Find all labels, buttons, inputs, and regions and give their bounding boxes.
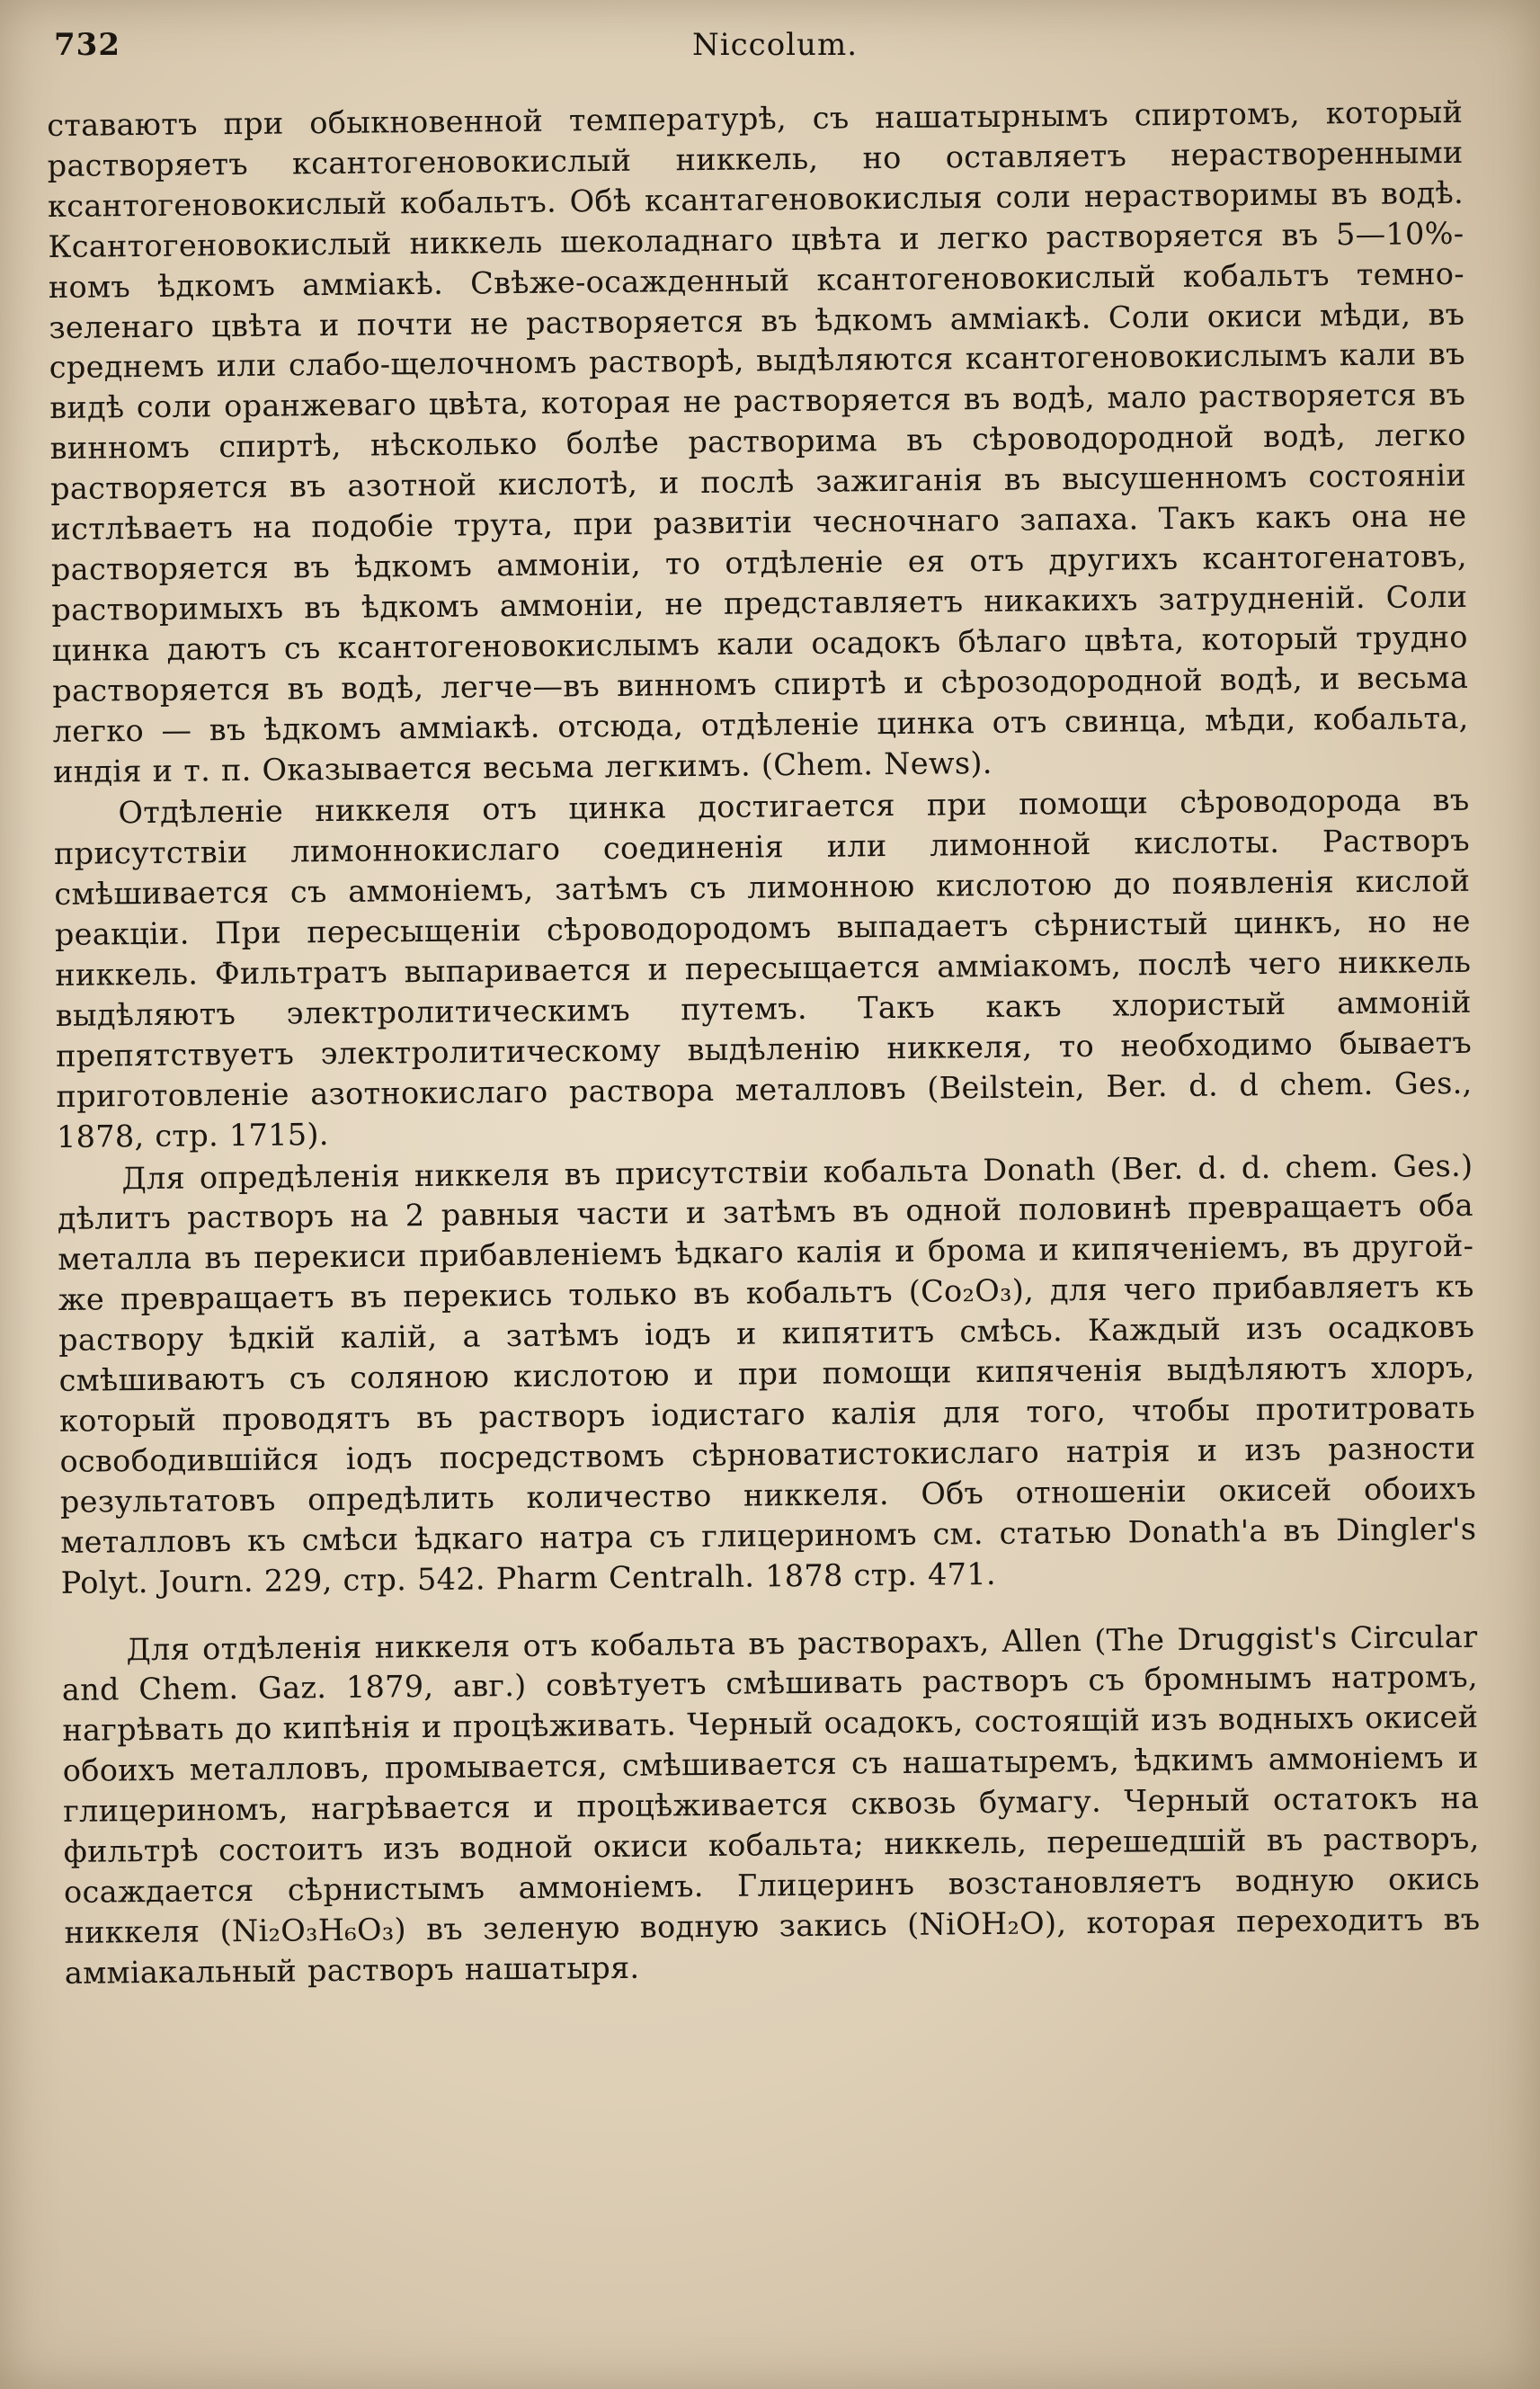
body-text [47, 93, 1481, 1994]
page-number: 732 [54, 27, 120, 63]
paragraph-donath-method: Для опредѣленія никкеля въ присутствіи кобальта Donath (Ber. d. d. chem. Ges.) дѣлитъ растворъ на 2 равныя части и затѣмъ въ одной половинѣ превращаетъ оба металла въ перекиси прибавленіемъ ѣдкаго калія и брома и кипяченіемъ, въ другой-же превращаетъ въ перекись только въ кобальтъ (Co₂O₃), для чего прибавляетъ къ раствору ѣдкій калій, а затѣмъ іодъ и кипятитъ смѣсь. Каждый изъ осадковъ смѣшиваютъ съ соляною кислотою и при помощи кипяченія выдѣляютъ хлоръ, который проводятъ въ растворъ іодистаго калія для того, чтобы протитровать освободившійся іодъ посредствомъ сѣрноватистокислаго натрія и изъ разности результатовъ опредѣлить количество никкеля. Объ отношеніи окисей обоихъ металловъ къ смѣси ѣдкаго натра съ глицериномъ см. статью Donath'а въ Dingler's Polyt. Journ. 229, стр. 542. Pharm Centralh. 1878 стр. 471. [57, 1147, 1477, 1600]
running-head: Niccolum. [692, 27, 858, 63]
paragraph-continued: ставаютъ при обыкновенной температурѣ, съ нашатырнымъ спиртомъ, который растворяетъ ксантогеновокислый никкель, но оставляетъ нерастворенными ксантогеновокислый кобальтъ. Обѣ ксантагеновокислыя соли нерастворимы въ водѣ. Ксантогеновокислый никкель шеколаднаго цвѣта и легко растворяется въ 5—10%-номъ ѣдкомъ амміакѣ. Свѣже-осажденный ксантогеновокислый кобальтъ темно-зеленаго цвѣта и почти не растворяется въ ѣдкомъ амміакѣ. Соли окиси мѣди, въ среднемъ или слабо-щелочномъ растворѣ, выдѣляются ксантогеновокислымъ кали въ видѣ соли оранжеваго цвѣта, которая не растворяется въ водѣ, мало растворяется въ винномъ спиртѣ, нѣсколько болѣе растворима въ сѣроводородной водѣ, легко растворяется въ азотной кислотѣ, и послѣ зажиганія въ высушенномъ состояніи истлѣваетъ на подобіе трута, при развитіи чесночнаго запаха. Такъ какъ она не растворяется въ ѣдкомъ аммоніи, то отдѣленіе ея отъ другихъ ксантогенатовъ, растворимыхъ въ ѣдкомъ аммоніи, не представляетъ никакихъ затрудненій. Соли цинка даютъ съ ксантогеновокислымъ кали осадокъ бѣлаго цвѣта, который трудно растворяется въ водѣ, легче—въ винномъ спиртѣ и сѣрозодородной водѣ, и весьма легко — въ ѣдкомъ амміакѣ. отсюда, отдѣленіе цинка отъ свинца, мѣди, кобальта, индія и т. п. Оказывается весьма легкимъ. (Chem. News). [47, 94, 1469, 789]
page-header [45, 27, 1483, 72]
paragraph-allen-method: Для отдѣленія никкеля отъ кобальта въ растворахъ, Allen (The Druggist's Circular and Chem. Gaz. 1879, авг.) совѣтуетъ смѣшивать растворъ съ бромнымъ натромъ, нагрѣвать до кипѣнія и процѣживать. Черный осадокъ, состоящій изъ водныхъ окисей обоихъ металловъ, промывается, смѣшивается съ нашатыремъ, ѣдкимъ аммоніемъ и глицериномъ, нагрѣвается и процѣживается сквозь бумагу. Черный остатокъ на фильтрѣ состоитъ изъ водной окиси кобальта; никкель, перешедшій въ растворъ, осаждается сѣрнистымъ аммоніемъ. Глицеринъ возстановляетъ водную окись никкеля (Ni₂O₃H₆O₃) въ зеленую водную закись (NiOH₂O), которая переходитъ въ амміакальный растворъ нашатыря. [61, 1618, 1481, 1991]
paragraph-nickel-zinc-separation: Отдѣленіе никкеля отъ цинка достигается при помощи сѣроводорода въ присутствіи лимоннокислаго соединенія или лимонной кислоты. Растворъ смѣшивается съ аммоніемъ, затѣмъ съ лимонною кислотою до появленія кислой реакціи. При пересыщеніи сѣроводородомъ выпадаетъ сѣрнистый цинкъ, но не никкель. Фильтратъ выпаривается и пересыщается амміакомъ, послѣ чего никкель выдѣляютъ электролитическимъ путемъ. Такъ какъ хлористый аммоній препятствуетъ электролитическому выдѣленію никкеля, то необходимо бываетъ приготовленіе азотнокислаго раствора металловъ (Beilstein, Ber. d. d chem. Ges., 1878, стр. 1715). [53, 782, 1473, 1154]
